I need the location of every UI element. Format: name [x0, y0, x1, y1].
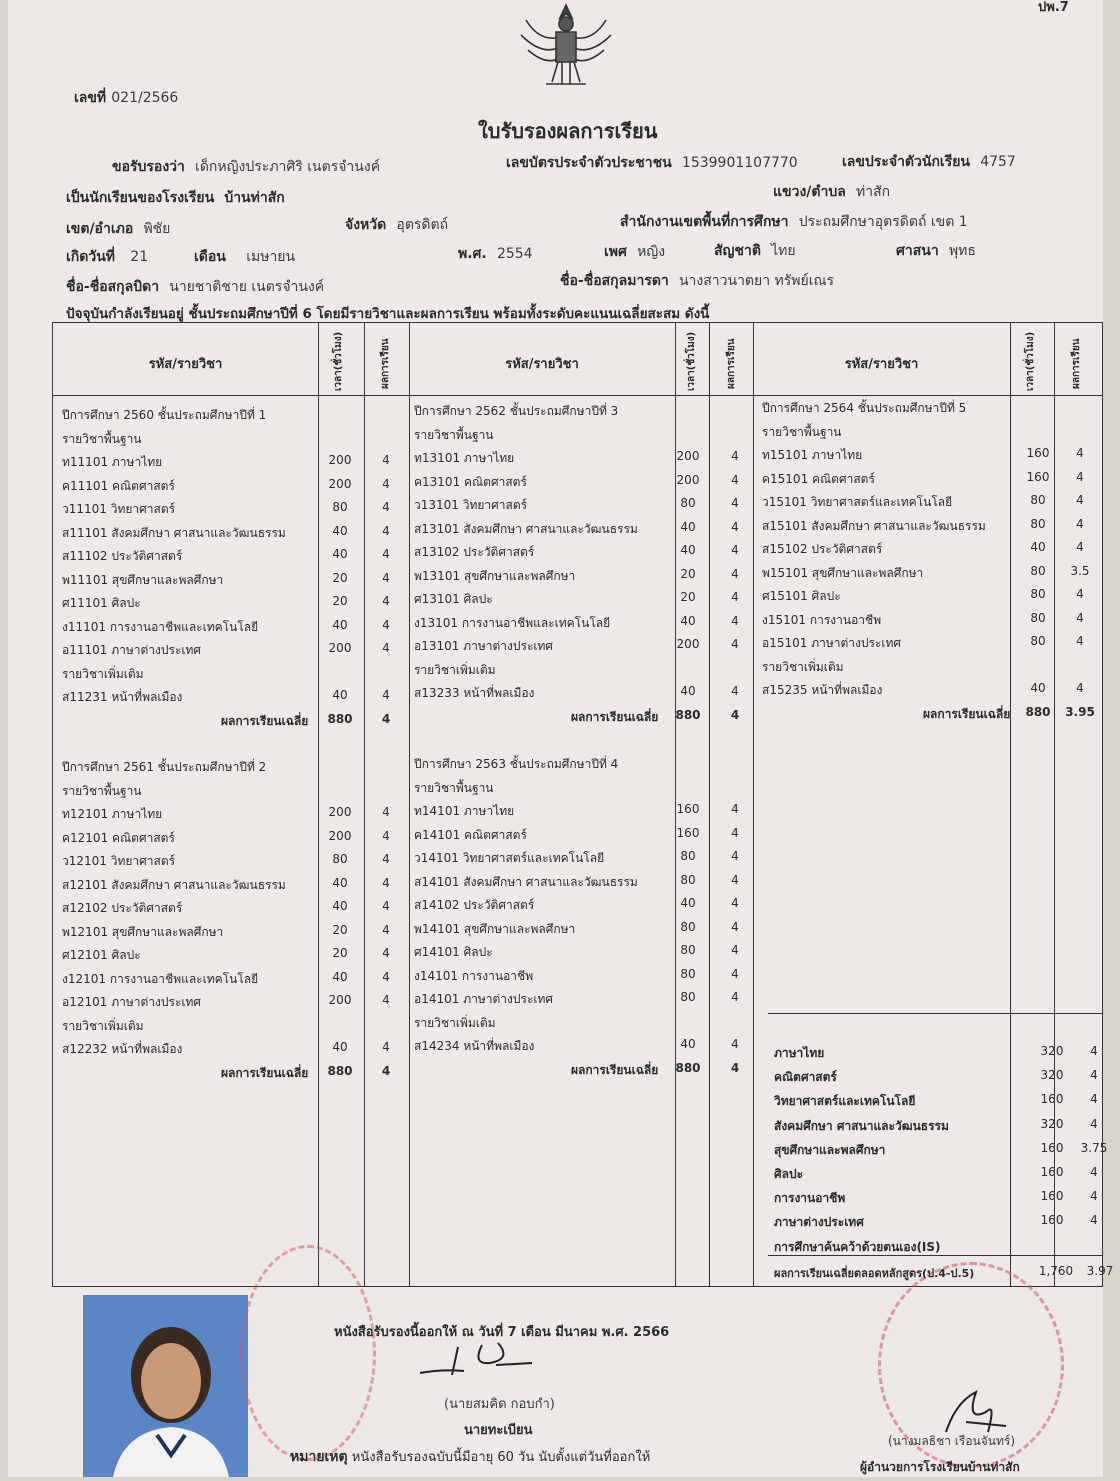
subject-name: ส12232 หน้าที่พลเมือง [62, 1042, 183, 1056]
birth-year-value: 2554 [496, 246, 533, 262]
subject-grade: 4 [731, 990, 739, 1004]
subject-hours: 200 [676, 449, 700, 463]
subject-name: ส12101 สังคมศึกษา ศาสนาและวัฒนธรรม [62, 877, 286, 892]
subject-hours: 80 [680, 849, 696, 863]
header-subject-1: รหัส/รายวิชา [148, 357, 223, 372]
garuda-emblem-icon [516, 0, 616, 90]
school-value: บ้านท่าสัก [224, 190, 285, 206]
subject-hours: 200 [328, 476, 352, 491]
subject-grade: 4 [731, 825, 739, 840]
subject-hours: 40 [332, 1040, 348, 1054]
province-line [345, 214, 448, 236]
subject-grade: 4 [731, 637, 739, 651]
subject-grade: 4 [1076, 493, 1084, 507]
father-label: ชื่อ-ชื่อสกุลบิดา [66, 279, 160, 295]
subject-hours: 40 [1030, 681, 1046, 695]
doc-number-value: 021/2566 [111, 90, 179, 106]
block-average-label: ผลการเรียนเฉลี่ย [571, 709, 659, 724]
subject-name: ว15101 วิทยาศาสตร์และเทคโนโลยี [762, 495, 953, 509]
subject-grade: 4 [382, 852, 390, 866]
subject-hours: 80 [332, 852, 348, 866]
note-line [290, 1446, 650, 1468]
gender-label: เพศ [604, 244, 627, 260]
school-label: เป็นนักเรียนของโรงเรียน [66, 190, 215, 206]
subject-hours: 40 [332, 688, 348, 702]
additional-subjects-label: รายวิชาเพิ่มเติม [62, 666, 144, 681]
summary-subject: ภาษาต่างประเทศ [774, 1215, 864, 1230]
subject-hours: 80 [680, 943, 696, 957]
summary-grade: 4 [1090, 1165, 1098, 1179]
subject-hours: 40 [680, 519, 696, 534]
subject-name: ท12101 ภาษาไทย [62, 807, 163, 821]
basic-subjects-label: รายวิชาพื้นฐาน [62, 431, 142, 446]
subject-grade: 4 [1076, 634, 1084, 648]
subject-grade: 4 [1076, 610, 1084, 625]
subject-name: ส13233 หน้าที่พลเมือง [414, 686, 535, 700]
subject-hours: 80 [1030, 516, 1046, 531]
subject-grade: 4 [731, 590, 739, 604]
basic-subjects-label: รายวิชาพื้นฐาน [762, 424, 842, 439]
subject-hours: 80 [1030, 634, 1046, 648]
subject-grade: 4 [731, 1037, 739, 1051]
subject-name: ง11101 การงานอาชีพและเทคโนโลยี [62, 619, 259, 634]
subject-hours: 40 [1030, 540, 1046, 554]
basic-subjects-label: รายวิชาพื้นฐาน [414, 780, 494, 795]
header-result-1: ผลการเรียน [380, 338, 391, 389]
subject-grade: 4 [1076, 516, 1084, 531]
subject-hours: 80 [1030, 610, 1046, 625]
subject-name: ศ11101 ศิลปะ [62, 596, 141, 610]
subject-name: ว13101 วิทยาศาสตร์ [414, 498, 528, 512]
district-label: เขต/อำเภอ [66, 221, 134, 237]
subject-grade: 4 [731, 684, 739, 698]
subject-hours: 80 [680, 966, 696, 981]
subject-grade: 4 [731, 872, 739, 887]
subject-hours: 40 [332, 875, 348, 890]
subject-name: อ14101 ภาษาต่างประเทศ [414, 992, 554, 1006]
district-value: พิชัย [143, 221, 171, 237]
block-average-hours: 880 [327, 711, 353, 726]
subject-name: ส13102 ประวัติศาสตร์ [414, 545, 535, 559]
summary-hours: 320 [1040, 1116, 1064, 1131]
subject-grade: 4 [1076, 446, 1084, 460]
birth-year-label: พ.ศ. [458, 246, 487, 262]
block-year-heading: ปีการศึกษา 2562 ชั้นประถมศึกษาปีที่ 3 [414, 404, 619, 418]
summary-grade: 4 [1090, 1189, 1098, 1204]
subject-name: ท13101 ภาษาไทย [414, 451, 515, 465]
subject-hours: 80 [680, 496, 696, 510]
subject-name: อ12101 ภาษาต่างประเทศ [62, 995, 202, 1009]
office-label: สำนักงานเขตพื้นที่การศึกษา [620, 214, 789, 230]
subject-name: อ13101 ภาษาต่างประเทศ [414, 639, 554, 653]
summary-subject: การศึกษาค้นคว้าด้วยตนเอง(IS) [774, 1239, 941, 1254]
subject-name: อ11101 ภาษาต่างประเทศ [62, 643, 202, 657]
subject-name: ส15101 สังคมศึกษา ศาสนาและวัฒนธรรม [762, 518, 986, 533]
summary-subject: วิทยาศาสตร์และเทคโนโลยี [774, 1094, 916, 1109]
subject-name: ศ14101 ศิลปะ [414, 945, 493, 959]
subject-name: ค11101 คณิตศาสตร์ [62, 478, 175, 493]
mother-value: นางสาวนาตยา ทรัพย์เณร [678, 273, 835, 289]
block-average-hours: 880 [1025, 704, 1051, 719]
nationality-label: สัญชาติ [714, 243, 761, 259]
subject-name: พ13101 สุขศึกษาและพลศึกษา [414, 568, 576, 583]
subject-hours: 80 [1030, 493, 1046, 507]
subject-grade: 4 [382, 1040, 390, 1054]
block-year-heading: ปีการศึกษา 2561 ชั้นประถมศึกษาปีที่ 2 [62, 760, 267, 774]
subject-grade: 4 [731, 496, 739, 510]
subject-name: ส14101 สังคมศึกษา ศาสนาและวัฒนธรรม [414, 874, 638, 889]
father-line [66, 276, 324, 298]
subject-grade: 4 [731, 849, 739, 863]
subject-hours: 200 [328, 453, 352, 467]
current-study-text: ปัจจุบันกำลังเรียนอยู่ ชั้นประถมศึกษาปีที่ 6 โดยมีรายวิชาและผลการเรียน พร้อมทั้งระดับคะแนนเฉลี่ยสะสม ดังนี้ [66, 306, 710, 322]
father-value: นายชาติชาย เนตรจำนงค์ [169, 279, 325, 295]
additional-subjects-label: รายวิชาเพิ่มเติม [414, 662, 496, 677]
subject-hours: 160 [676, 802, 700, 816]
subject-name: ค12101 คณิตศาสตร์ [62, 830, 175, 845]
subject-hours: 200 [328, 993, 352, 1007]
subject-grade: 4 [382, 594, 390, 608]
subject-name: ค15101 คณิตศาสตร์ [762, 471, 875, 486]
doc-number-label: เลขที่ [74, 90, 107, 106]
subject-hours: 40 [332, 547, 348, 561]
subject-hours: 40 [680, 613, 696, 628]
subject-name: ท14101 ภาษาไทย [414, 804, 515, 818]
subject-name: ส11102 ประวัติศาสตร์ [62, 549, 183, 563]
province-label: จังหวัด [345, 217, 387, 233]
subject-grade: 4 [1076, 469, 1084, 484]
header-result-3: ผลการเรียน [1071, 338, 1082, 389]
doc-number [74, 87, 178, 109]
summary-grade: 4 [1090, 1092, 1098, 1107]
student-id-label: เลขประจำตัวนักเรียน [842, 154, 971, 170]
subject-name: ส14234 หน้าที่พลเมือง [414, 1039, 535, 1053]
mother-line [560, 270, 834, 292]
subject-name: ง14101 การงานอาชีพ [414, 968, 534, 983]
subject-hours: 200 [676, 472, 700, 487]
subject-name: ศ13101 ศิลปะ [414, 592, 493, 606]
header-result-2: ผลการเรียน [726, 338, 737, 389]
subject-grade: 4 [382, 993, 390, 1007]
subject-grade: 4 [382, 500, 390, 514]
subject-grade: 4 [731, 449, 739, 463]
additional-subjects-label: รายวิชาเพิ่มเติม [62, 1018, 144, 1033]
summary-subject: คณิตศาสตร์ [774, 1070, 837, 1085]
block-average-grade: 4 [730, 1060, 740, 1075]
subject-hours: 80 [1030, 563, 1046, 578]
subject-name: พ12101 สุขศึกษาและพลศึกษา [62, 924, 224, 939]
id-card-line [506, 152, 798, 174]
subject-name: พ11101 สุขศึกษาและพลศึกษา [62, 572, 224, 587]
additional-subjects-label: รายวิชาเพิ่มเติม [762, 659, 844, 674]
summary-hours: 160 [1040, 1140, 1064, 1155]
subject-grade: 4 [382, 946, 390, 960]
district-line [66, 218, 170, 240]
nationality-value: ไทย [771, 243, 796, 259]
gender-value: หญิง [637, 244, 666, 260]
birth-day-line [66, 246, 148, 268]
subject-grade: 4 [1076, 681, 1084, 695]
subject-grade: 4 [382, 547, 390, 561]
subject-name: ส15102 ประวัติศาสตร์ [762, 542, 883, 556]
student-id-line [842, 151, 1016, 173]
office-line [620, 211, 968, 233]
issued-date: หนังสือรับรองนี้ออกให้ ณ วันที่ 7 เดือน มีนาคม พ.ศ. 2566 [334, 1325, 670, 1340]
subject-grade: 4 [382, 828, 390, 843]
page-title: ใบรับรองผลการเรียน [478, 119, 658, 143]
block-average-grade: 4 [730, 707, 740, 722]
subject-hours: 80 [680, 919, 696, 934]
religion-value: พุทธ [948, 243, 976, 259]
gender-line [604, 241, 665, 263]
block-average-label: ผลการเรียนเฉลี่ย [571, 1062, 659, 1077]
subject-hours: 200 [676, 637, 700, 651]
subject-name: ท15101 ภาษาไทย [762, 448, 863, 462]
subject-name: อ15101 ภาษาต่างประเทศ [762, 636, 902, 650]
note-label: หมายเหตุ [290, 1449, 348, 1465]
subject-grade: 4 [382, 899, 390, 913]
birth-year-line [458, 243, 533, 265]
subject-hours: 20 [332, 570, 348, 585]
overall-hours: 1,760 [1038, 1264, 1074, 1278]
subject-grade: 4 [731, 919, 739, 934]
director-name: (นางมลธิชา เรือนจันทร์) [888, 1434, 1015, 1448]
subject-hours: 200 [328, 828, 352, 843]
subject-hours: 40 [332, 899, 348, 913]
province-value: อุตรดิตถ์ [396, 217, 449, 233]
office-value: ประถมศึกษาอุตรดิตถ์ เขต 1 [798, 214, 968, 230]
subject-hours: 40 [680, 1037, 696, 1051]
subdistrict-label: แขวง/ตำบล [773, 184, 846, 200]
summary-hours: 320 [1040, 1044, 1064, 1058]
birth-month-line [194, 246, 295, 268]
subject-hours: 160 [1026, 446, 1050, 460]
summary-hours: 160 [1040, 1189, 1064, 1204]
subject-name: ส11231 หน้าที่พลเมือง [62, 690, 183, 704]
subject-grade: 4 [382, 805, 390, 819]
subject-grade: 4 [382, 875, 390, 890]
summary-grade: 4 [1090, 1044, 1098, 1058]
school-stamp-left [240, 1245, 376, 1461]
registrar-title: นายทะเบียน [464, 1423, 533, 1438]
id-card-value: 1539901107770 [681, 155, 798, 171]
subject-name: ว12101 วิทยาศาสตร์ [62, 854, 176, 868]
subject-grade: 4 [731, 802, 739, 816]
summary-grade: 3.75 [1080, 1140, 1108, 1155]
subject-grade: 4 [382, 570, 390, 585]
subject-grade: 4 [731, 896, 739, 910]
subject-name: ท11101 ภาษาไทย [62, 455, 163, 469]
subject-hours: 20 [332, 594, 348, 608]
subject-name: ว11101 วิทยาศาสตร์ [62, 502, 176, 516]
subject-grade: 4 [1076, 587, 1084, 601]
summary-hours: 320 [1040, 1068, 1064, 1083]
summary-hours: 160 [1040, 1213, 1064, 1228]
summary-grade: 4 [1090, 1068, 1098, 1083]
block-average-grade: 4 [381, 1063, 391, 1078]
header-subject-2: รหัส/รายวิชา [505, 357, 579, 372]
certificate-page [8, 0, 1114, 1477]
block-year-heading: ปีการศึกษา 2564 ชั้นประถมศึกษาปีที่ 5 [762, 401, 967, 415]
registrar-name: (นายสมคิด กอบกำ) [444, 1397, 555, 1412]
student-name-line [112, 156, 380, 178]
block-average-label: ผลการเรียนเฉลี่ย [221, 1065, 309, 1080]
overall-grade: 3.97 [1086, 1264, 1114, 1278]
subject-name: ส12102 ประวัติศาสตร์ [62, 901, 183, 915]
block-year-heading: ปีการศึกษา 2563 ชั้นประถมศึกษาปีที่ 4 [414, 757, 619, 771]
student-name: เด็กหญิงประภาศิริ เนตรจำนงค์ [195, 159, 381, 175]
subject-grade: 4 [731, 472, 739, 487]
subdistrict-line [773, 181, 890, 203]
overall-average-label: ผลการเรียนเฉลี่ยตลอดหลักสูตร(ป.4-ป.5) [774, 1267, 975, 1280]
mother-label: ชื่อ-ชื่อสกุลมารดา [560, 273, 669, 289]
subject-name: ง15101 การงานอาชีพ [762, 612, 882, 627]
subject-grade: 4 [731, 966, 739, 981]
subject-name: พ15101 สุขศึกษาและพลศึกษา [762, 565, 924, 580]
subject-name: ง13101 การงานอาชีพและเทคโนโลยี [414, 615, 611, 630]
subject-hours: 20 [680, 566, 696, 581]
subject-grade: 4 [731, 543, 739, 557]
block-average-label: ผลการเรียนเฉลี่ย [923, 706, 1011, 721]
subject-grade: 4 [382, 523, 390, 538]
summary-grade: 4 [1090, 1116, 1098, 1131]
nationality-line [714, 240, 796, 262]
subject-name: ค14101 คณิตศาสตร์ [414, 827, 527, 842]
birth-month-value: เมษายน [246, 249, 296, 265]
summary-subject: สุขศึกษาและพลศึกษา [774, 1142, 886, 1157]
subject-grade: 4 [382, 453, 390, 467]
block-average-hours: 880 [675, 707, 701, 722]
summary-subject: การงานอาชีพ [774, 1191, 846, 1206]
summary-subject: ภาษาไทย [774, 1046, 825, 1060]
block-year-heading: ปีการศึกษา 2560 ชั้นประถมศึกษาปีที่ 1 [62, 408, 267, 422]
religion-line [896, 240, 976, 262]
block-average-hours: 880 [327, 1063, 353, 1078]
subject-name: ส11101 สังคมศึกษา ศาสนาและวัฒนธรรม [62, 525, 286, 540]
student-id-value: 4757 [980, 154, 1016, 170]
subject-hours: 40 [680, 543, 696, 557]
header-hours-3: เวลา(ชั่วโมง) [1025, 331, 1036, 391]
subject-hours: 40 [332, 523, 348, 538]
birth-day-label: เกิดวันที่ [66, 249, 116, 265]
subject-grade: 4 [731, 566, 739, 581]
subject-hours: 200 [328, 805, 352, 819]
summary-subject: สังคมศึกษา ศาสนาและวัฒนธรรม [774, 1118, 949, 1133]
note-text: หนังสือรับรองฉบับนี้มีอายุ 60 วัน นับตั้งแต่วันที่ออกให้ [351, 1450, 651, 1465]
header-subject-3: รหัส/รายวิชา [844, 357, 919, 372]
id-card-label: เลขบัตรประจำตัวประชาชน [506, 155, 672, 171]
birth-day-value: 21 [130, 249, 149, 265]
subject-grade: 4 [731, 613, 739, 628]
subject-grade: 4 [382, 922, 390, 937]
subject-hours: 40 [332, 617, 348, 632]
basic-subjects-label: รายวิชาพื้นฐาน [62, 783, 142, 798]
certify-label: ขอรับรองว่า [112, 159, 185, 175]
subject-name: ส14102 ประวัติศาสตร์ [414, 898, 535, 912]
block-average-label: ผลการเรียนเฉลี่ย [221, 713, 309, 728]
subject-hours: 80 [1030, 587, 1046, 601]
registrar-signature [412, 1335, 542, 1381]
summary-subject: ศิลปะ [774, 1167, 804, 1181]
subject-hours: 20 [332, 922, 348, 937]
subject-grade: 4 [382, 476, 390, 491]
block-average-hours: 880 [675, 1060, 701, 1075]
subject-name: ว14101 วิทยาศาสตร์และเทคโนโลยี [414, 851, 605, 865]
header-hours-2: เวลา(ชั่วโมง) [686, 331, 697, 391]
subject-hours: 40 [680, 896, 696, 910]
summary-grade: 4 [1090, 1213, 1098, 1228]
subject-grade: 4 [382, 688, 390, 702]
header-hours-1: เวลา(ชั่วโมง) [333, 331, 344, 391]
subject-grade: 4 [382, 617, 390, 632]
director-title: ผู้อำนวยการโรงเรียนบ้านท่าสัก [860, 1460, 1020, 1474]
subject-hours: 160 [1026, 469, 1050, 484]
subject-name: ค13101 คณิตศาสตร์ [414, 474, 527, 489]
grade-table [52, 322, 1103, 1287]
subject-name: ศ12101 ศิลปะ [62, 948, 141, 962]
religion-label: ศาสนา [896, 243, 939, 259]
subject-hours: 40 [680, 684, 696, 698]
subject-name: ศ15101 ศิลปะ [762, 589, 841, 603]
summary-hours: 160 [1040, 1165, 1064, 1179]
subject-name: พ14101 สุขศึกษาและพลศึกษา [414, 921, 576, 936]
subject-grade: 4 [382, 969, 390, 984]
school-line [66, 187, 285, 209]
subject-hours: 80 [680, 872, 696, 887]
block-average-grade: 3.95 [1065, 704, 1095, 719]
block-average-grade: 4 [381, 711, 391, 726]
summary-hours: 160 [1040, 1092, 1064, 1107]
subject-hours: 20 [332, 946, 348, 960]
subject-grade: 4 [382, 641, 390, 655]
subject-hours: 20 [680, 590, 696, 604]
subject-hours: 200 [328, 641, 352, 655]
basic-subjects-label: รายวิชาพื้นฐาน [414, 427, 494, 442]
form-code: ปพ.7 [1038, 0, 1069, 15]
subject-grade: 3.5 [1070, 563, 1090, 578]
subject-grade: 4 [731, 519, 739, 534]
subject-grade: 4 [1076, 540, 1084, 554]
subject-grade: 4 [731, 943, 739, 957]
additional-subjects-label: รายวิชาเพิ่มเติม [414, 1015, 496, 1030]
subject-name: ง12101 การงานอาชีพและเทคโนโลยี [62, 971, 259, 986]
subject-hours: 80 [332, 500, 348, 514]
subject-hours: 80 [680, 990, 696, 1004]
student-photo [83, 1295, 248, 1477]
subject-name: ส13101 สังคมศึกษา ศาสนาและวัฒนธรรม [414, 521, 638, 536]
subdistrict-value: ท่าสัก [856, 184, 891, 200]
birth-month-label: เดือน [194, 249, 226, 265]
subject-hours: 160 [676, 825, 700, 840]
subject-hours: 40 [332, 969, 348, 984]
subject-name: ส15235 หน้าที่พลเมือง [762, 683, 883, 697]
